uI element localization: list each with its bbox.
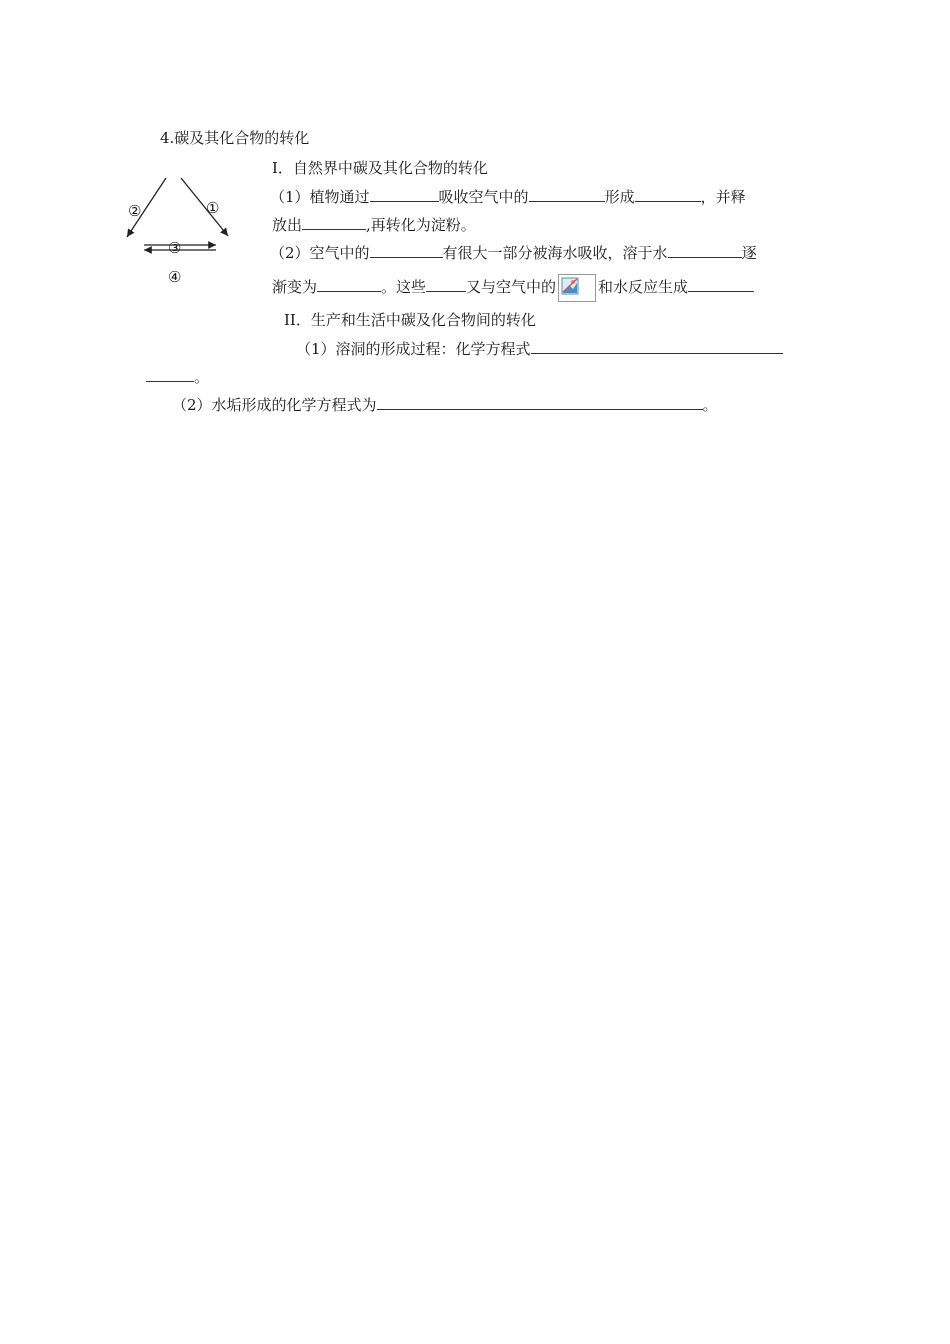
blank	[302, 214, 366, 230]
part2-q1-line1	[296, 338, 783, 359]
blank	[668, 242, 742, 258]
p2-q2-prefix: （2）水垢形成的化学方程式为	[172, 396, 377, 414]
blank	[426, 276, 466, 292]
part2-heading: II．生产和生活中碳及化合物间的转化	[284, 311, 536, 329]
diagram-label-3: ③	[168, 239, 182, 257]
part2-q1-line2	[146, 366, 209, 387]
q1-line2-suffix: ,再转化为淀粉。	[366, 216, 476, 234]
blank	[370, 242, 443, 258]
q1-mid1: 吸收空气中的	[438, 188, 529, 206]
q1-mid3: ，并释	[700, 188, 746, 206]
diagram-label-2: ②	[128, 202, 142, 220]
blank	[317, 276, 381, 292]
part1-q2-line2	[272, 274, 754, 302]
q2-mid1: 有很大一部分被海水吸收，溶于水	[442, 244, 668, 262]
embedded-image-icon	[558, 274, 596, 302]
q2-line2-mid1: 。这些	[381, 278, 427, 296]
part1-q1-line2	[272, 214, 476, 235]
q2-mid2: 逐	[741, 244, 757, 262]
q2-prefix: （2）空气中的	[270, 244, 370, 262]
q2-line2-mid2: 又与空气中的	[466, 278, 557, 296]
broken-image-icon	[559, 275, 595, 301]
diagram-label-4: ④	[168, 268, 182, 286]
blank	[377, 394, 703, 410]
blank	[531, 338, 783, 354]
q1-mid2: 形成	[604, 188, 635, 206]
p2-q1-end: 。	[194, 368, 210, 386]
part1-heading: I．自然界中碳及其化合物的转化	[272, 159, 488, 177]
blank	[529, 186, 605, 202]
section-title: 4.碳及其化合物的转化	[160, 129, 310, 147]
p2-q1-prefix: （1）溶洞的形成过程：化学方程式	[296, 340, 531, 358]
blank	[146, 366, 194, 382]
arrow-1	[181, 178, 228, 236]
blank	[635, 186, 701, 202]
blank	[688, 276, 754, 292]
q2-line2-prefix: 渐变为	[272, 278, 318, 296]
part1-q2-line1	[270, 242, 757, 263]
q1-line2-prefix: 放出	[272, 216, 303, 234]
part1-q1-line1	[270, 186, 746, 207]
diagram-label-1: ①	[206, 199, 220, 217]
blank	[370, 186, 439, 202]
q1-prefix: （1）植物通过	[270, 188, 370, 206]
part2-q2-line	[172, 394, 718, 415]
q2-line2-mid3: 和水反应生成	[598, 278, 689, 296]
p2-q2-end: 。	[702, 396, 718, 414]
carbon-cycle-diagram	[118, 170, 238, 290]
